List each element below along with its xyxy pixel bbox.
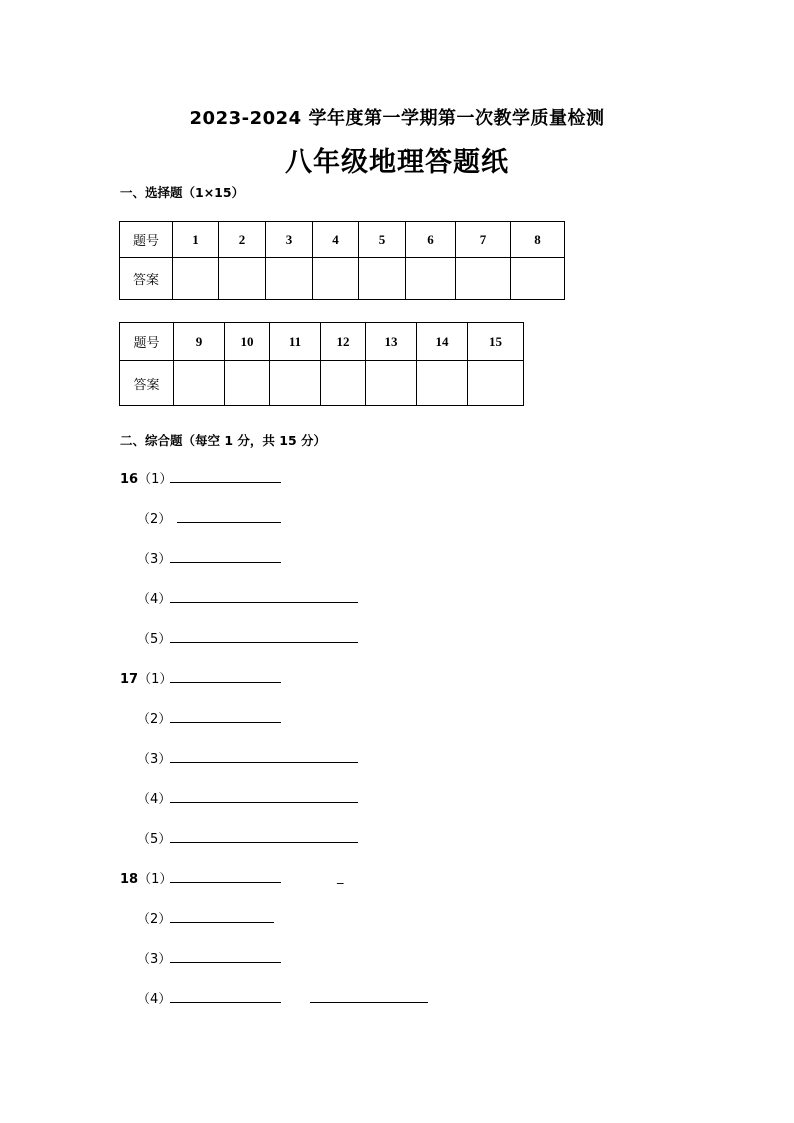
question-17-part-2: （2） xyxy=(137,712,172,727)
answer-table-1 xyxy=(119,221,565,300)
question-number: 17 xyxy=(120,672,139,687)
answer-line[interactable] xyxy=(170,882,281,883)
question-number: 8 xyxy=(511,222,565,258)
question-number: 14 xyxy=(417,323,468,361)
row-label-number: 题号 xyxy=(120,222,173,258)
answer-cell[interactable] xyxy=(266,258,313,300)
answer-cell[interactable] xyxy=(366,361,417,406)
question-17-part-5: （5） xyxy=(137,832,172,847)
question-number: 4 xyxy=(313,222,359,258)
question-18-part-1: 18（1） xyxy=(120,872,173,887)
answer-line[interactable] xyxy=(170,962,281,963)
row-label-number: 题号 xyxy=(120,323,174,361)
answer-line[interactable] xyxy=(170,922,274,923)
row-label-answer: 答案 xyxy=(120,258,173,300)
answer-cell[interactable] xyxy=(359,258,406,300)
question-18-part-4: （4） xyxy=(137,992,172,1007)
question-number: 7 xyxy=(456,222,511,258)
section1-heading: 一、选择题（1×15） xyxy=(120,185,245,200)
answer-line[interactable] xyxy=(170,842,358,843)
question-16-part-1: 16（1） xyxy=(120,472,173,487)
answer-line[interactable] xyxy=(170,1002,281,1003)
question-number: 9 xyxy=(174,323,225,361)
question-number: 18 xyxy=(120,872,139,887)
question-16-part-2: （2） xyxy=(137,512,172,527)
question-16-part-5: （5） xyxy=(137,632,172,647)
question-number: 13 xyxy=(366,323,417,361)
answer-cell[interactable] xyxy=(313,258,359,300)
answer-sheet-title: 八年级地理答题纸 xyxy=(285,147,509,178)
question-number: 16 xyxy=(120,472,139,487)
question-number: 12 xyxy=(321,323,366,361)
question-number: 10 xyxy=(225,323,270,361)
question-16-part-4: （4） xyxy=(137,592,172,607)
row-label-answer: 答案 xyxy=(120,361,174,406)
question-number: 11 xyxy=(270,323,321,361)
answer-line[interactable] xyxy=(177,522,281,523)
answer-line[interactable] xyxy=(170,722,281,723)
question-18-part-2: （2） xyxy=(137,912,172,927)
answer-cell[interactable] xyxy=(174,361,225,406)
question-17-part-1: 17（1） xyxy=(120,672,173,687)
answer-cell[interactable] xyxy=(225,361,270,406)
stray-underscore: _ xyxy=(337,870,344,885)
answer-cell[interactable] xyxy=(321,361,366,406)
answer-line[interactable] xyxy=(170,642,358,643)
answer-cell[interactable] xyxy=(219,258,266,300)
answer-line[interactable] xyxy=(310,1002,428,1003)
answer-line[interactable] xyxy=(170,482,281,483)
answer-cell[interactable] xyxy=(456,258,511,300)
answer-line[interactable] xyxy=(170,762,358,763)
exam-title: 2023-2024 学年度第一学期第一次教学质量检测 xyxy=(189,108,605,129)
answer-table-2 xyxy=(119,322,524,406)
answer-cell[interactable] xyxy=(406,258,456,300)
question-17-part-3: （3） xyxy=(137,752,172,767)
question-number: 1 xyxy=(173,222,219,258)
answer-cell[interactable] xyxy=(417,361,468,406)
question-number: 2 xyxy=(219,222,266,258)
question-number: 6 xyxy=(406,222,456,258)
question-number: 15 xyxy=(468,323,524,361)
answer-cell[interactable] xyxy=(468,361,524,406)
answer-line[interactable] xyxy=(170,562,281,563)
answer-line[interactable] xyxy=(170,802,358,803)
section2-heading: 二、综合题（每空 1 分，共 15 分） xyxy=(120,433,327,448)
answer-cell[interactable] xyxy=(173,258,219,300)
question-number: 3 xyxy=(266,222,313,258)
answer-cell[interactable] xyxy=(270,361,321,406)
question-18-part-3: （3） xyxy=(137,952,172,967)
answer-cell[interactable] xyxy=(511,258,565,300)
answer-line[interactable] xyxy=(170,682,281,683)
answer-line[interactable] xyxy=(170,602,358,603)
question-number: 5 xyxy=(359,222,406,258)
question-16-part-3: （3） xyxy=(137,552,172,567)
question-17-part-4: （4） xyxy=(137,792,172,807)
